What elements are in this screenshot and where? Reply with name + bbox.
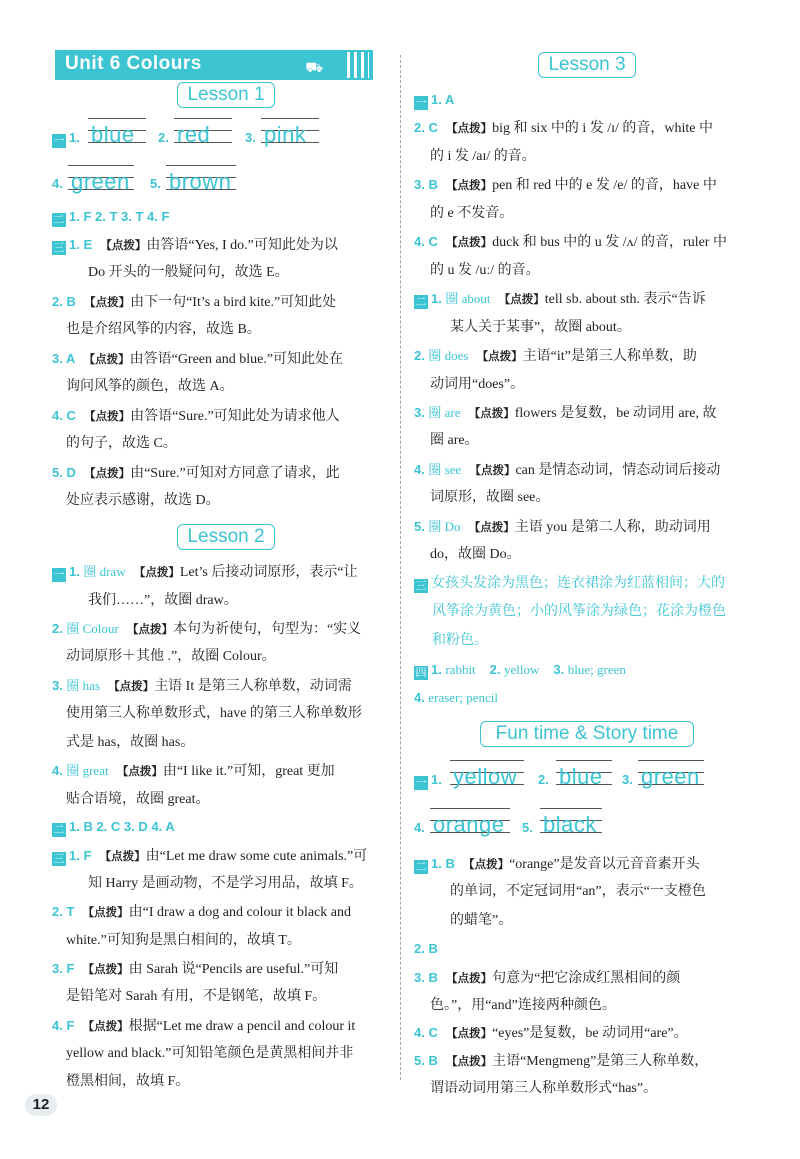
hint-tag: 【点拨】 <box>474 406 515 420</box>
explanation: 知 Harry 是画动物，不是学习用品，故填 F。 <box>88 876 363 891</box>
item-number: 1. <box>431 291 442 306</box>
explanation: 圈 are。 <box>430 433 479 448</box>
hint-tag: 【点拨】 <box>113 679 155 693</box>
hint-tag: 【点拨】 <box>451 178 493 192</box>
hint-tag: 【点拨】 <box>105 849 146 863</box>
item-number: 3. <box>414 405 425 420</box>
explanation: 谓语动词用第三人称单数形式“has”。 <box>430 1081 658 1096</box>
hint-tag: 【点拨】 <box>451 121 493 135</box>
explanation: 某人关于某事”，故圈 about。 <box>450 320 631 335</box>
coloring-answer: 女孩头发涂为黑色；连衣裙涂为红蓝相间；大的 <box>431 576 725 591</box>
item-number: 1. <box>431 662 442 677</box>
item-number: 3. <box>245 130 256 145</box>
explanation: yellow and black.”可知铅笔颜色是黄黑相间并非 <box>66 1046 354 1061</box>
lesson-2-heading <box>177 524 275 550</box>
answer: 圈 does <box>428 348 469 363</box>
section-mark: 一 <box>53 568 65 581</box>
explanation: 色。”，用“and”连接两种颜色。 <box>430 998 616 1013</box>
answer-key: 3. B <box>414 970 438 985</box>
fun-time-title: Fun time & Story time <box>495 723 679 744</box>
section-mark: 一 <box>53 134 65 147</box>
item-number: 3. <box>553 662 565 677</box>
explanation: 由“Sure.”可知对方同意了请求，此 <box>130 466 340 481</box>
explanation: 也是介绍风筝的内容，故选 B。 <box>66 322 261 337</box>
explanation: flowers 是复数，be 动词用 are, 故 <box>514 406 717 421</box>
explanation: 根据“Let me draw a pencil and colour it <box>128 1019 356 1034</box>
hint-tag: 【点拨】 <box>474 520 515 534</box>
item-number: 5. <box>150 176 161 191</box>
writing-box <box>261 118 319 158</box>
explanation: 由“I draw a dog and colour it black and <box>128 905 352 920</box>
written-word: yellow <box>453 764 518 789</box>
unit-title: Unit 6 Colours <box>65 53 202 74</box>
item-number: 4. <box>414 820 425 835</box>
explanation: 动词原形＋其他 .”，故圈 Colour。 <box>66 649 276 664</box>
item-number: 5. <box>522 820 533 835</box>
item-number: 4. <box>52 176 63 191</box>
car-icon: ⛟ <box>305 61 323 76</box>
answer-key: 4. C <box>52 408 76 423</box>
answer: 圈 has <box>66 678 100 693</box>
written-word: blue <box>559 764 603 789</box>
explanation: 由答语“Yes, I do.”可知此处为以 <box>146 238 338 253</box>
writing-box <box>174 118 232 158</box>
explanation: 由答语“Green and blue.”可知此处在 <box>129 352 344 367</box>
writing-box <box>88 118 146 158</box>
item-number: 2. <box>489 662 501 677</box>
explanation: 的 u 发 /uː/ 的音。 <box>430 263 540 278</box>
explanation: 的单词，不定冠词用“an”，表示“一支橙色 <box>450 884 706 899</box>
lesson-2-title: Lesson 2 <box>187 526 265 547</box>
answer: 圈 about <box>445 291 491 306</box>
explanation: 是铅笔对 Sarah 有用，不是钢笔，故填 F。 <box>66 989 327 1004</box>
section-mark: 一 <box>415 776 427 789</box>
lesson-3-title: Lesson 3 <box>548 54 626 75</box>
writing-box <box>540 808 602 848</box>
writing-box <box>430 808 510 848</box>
section-mark: 二 <box>53 823 65 836</box>
section-mark: 三 <box>53 241 65 254</box>
explanation: Do 开头的一般疑问句，故选 E。 <box>88 265 289 280</box>
section-mark: 四 <box>415 666 427 679</box>
explanation: 由答语“Sure.”可知此处为请求他人 <box>130 409 340 424</box>
explanation: 主语“it”是第三人称单数，助 <box>522 349 697 364</box>
l1-sec1-row1 <box>52 124 80 153</box>
explanation: 由下一句“It’s a bird kite.”可知此处 <box>130 295 337 310</box>
explanation: 的蜡笔”。 <box>450 913 513 928</box>
item-number: 1. <box>431 772 442 787</box>
unit-banner <box>55 50 373 80</box>
answer-key: 2. T <box>52 904 75 919</box>
answer-key: 2. C <box>414 120 438 135</box>
hint-tag: 【点拨】 <box>504 292 545 306</box>
item-number: 4. <box>414 462 425 477</box>
answer: 圈 Colour <box>66 621 119 636</box>
answer-key: 5. B <box>414 1053 438 1068</box>
writing-box <box>556 760 612 800</box>
written-word: black <box>543 812 597 837</box>
answer-key: 3. F <box>52 961 75 976</box>
hint-tag: 【点拨】 <box>89 295 131 309</box>
answer-row: 1. B 2. C 3. D 4. A <box>69 819 175 834</box>
answer-key: 5. D <box>52 465 76 480</box>
explanation: do，故圈 Do。 <box>430 547 521 562</box>
hint-tag: 【点拨】 <box>451 1054 493 1068</box>
explanation: 由“I like it.”可知，great 更加 <box>162 764 335 779</box>
hint-tag: 【点拨】 <box>482 349 523 363</box>
item-number: 4. <box>414 690 425 705</box>
explanation: pen 和 red 中的 e 发 /e/ 的音，have 中 <box>492 178 717 193</box>
answer: 圈 see <box>428 462 462 477</box>
written-word: brown <box>169 169 232 194</box>
hint-tag: 【点拨】 <box>132 622 173 636</box>
explanation: 询问风筝的颜色，故选 A。 <box>66 379 234 394</box>
explanation: can 是情态动词，情态动词后接动 <box>515 463 721 478</box>
explanation: 橙黑相间，故填 F。 <box>66 1074 190 1089</box>
answer: rabbit <box>445 662 476 677</box>
answer: blue; green <box>567 662 626 677</box>
hint-tag: 【点拨】 <box>468 857 510 871</box>
explanation: big 和 six 中的 i 发 /ɪ/ 的音，white 中 <box>492 121 713 136</box>
section-mark: 三 <box>53 852 65 865</box>
hint-tag: 【点拨】 <box>475 463 516 477</box>
hint-tag: 【点拨】 <box>89 466 131 480</box>
coloring-answer: 风筝涂为黄色；小的风筝涂为绿色；花涂为橙色 <box>432 604 726 619</box>
explanation: 处应表示感谢，故选 D。 <box>66 493 220 508</box>
explanation: 的句子，故选 C。 <box>66 436 177 451</box>
explanation: duck 和 bus 中的 u 发 /ʌ/ 的音，ruler 中 <box>492 235 727 250</box>
explanation: 词原形，故圈 see。 <box>430 490 550 505</box>
hint-tag: 【点拨】 <box>451 971 493 985</box>
answer: 圈 Do <box>428 519 461 534</box>
item-number: 2. <box>414 348 425 363</box>
explanation: 主语 you 是第二人称，助动词用 <box>514 520 711 535</box>
hint-tag: 【点拨】 <box>451 1026 493 1040</box>
item-number: 2. <box>538 772 549 787</box>
explanation: white.”可知狗是黑白相间的，故填 T。 <box>66 933 301 948</box>
section-mark: 二 <box>415 860 427 873</box>
answer-key: 3. A <box>52 351 76 366</box>
answer: 圈 great <box>66 763 109 778</box>
hint-tag: 【点拨】 <box>88 905 129 919</box>
hint-tag: 【点拨】 <box>88 962 129 976</box>
explanation: 句意为“把它涂成红黑相间的颜 <box>492 971 681 986</box>
item-number: 1. <box>69 564 80 579</box>
explanation: 的 i 发 /aɪ/ 的音。 <box>430 149 536 164</box>
item-number: 1. <box>69 130 80 145</box>
answer-key: 2. B <box>52 294 76 309</box>
answer-key: 4. C <box>414 1025 438 1040</box>
item-number: 5. <box>414 519 425 534</box>
lesson-1-heading <box>177 82 275 108</box>
hint-tag: 【点拨】 <box>89 352 130 366</box>
answer: 圈 are <box>428 405 461 420</box>
explanation: 动词用“does”。 <box>430 377 525 392</box>
explanation: “eyes”是复数，be 动词用“are”。 <box>492 1026 688 1041</box>
lesson-3-heading <box>538 52 636 78</box>
explanation: 我们……”，故圈 draw。 <box>88 593 238 608</box>
answer: eraser; pencil <box>428 690 498 705</box>
item-number: 2. <box>52 621 63 636</box>
lesson-1-title: Lesson 1 <box>187 84 265 105</box>
explanation: 本句为祈使句，句型为：“实义 <box>172 622 362 637</box>
explanation: “orange”是发音以元音音素开头 <box>509 857 700 872</box>
section-mark: 三 <box>415 579 427 592</box>
hint-tag: 【点拨】 <box>88 1019 129 1033</box>
writing-box <box>166 165 236 205</box>
written-word: pink <box>264 122 307 147</box>
answer-key: 3. B <box>414 177 438 192</box>
item-number: 3. <box>52 678 63 693</box>
banner-stripes <box>347 52 369 78</box>
answer-key: 1. F <box>69 848 92 863</box>
coloring-answer: 和粉色。 <box>432 633 488 648</box>
written-word: blue <box>91 122 135 147</box>
explanation: 主语“Mengmeng”是第三人称单数， <box>492 1054 709 1069</box>
fun-time-heading <box>480 721 694 747</box>
explanation: 主语 It 是第三人称单数，动词需 <box>154 679 352 694</box>
explanation: tell sb. about sth. 表示“告诉 <box>544 292 706 307</box>
section-mark: 二 <box>415 295 427 308</box>
answer-key: 4. C <box>414 234 438 249</box>
l1-sec2 <box>52 203 169 232</box>
item-number: 3. <box>622 772 633 787</box>
answer-key: 1. A <box>431 92 455 107</box>
explanation: 由“Let me draw some cute animals.”可 <box>145 849 368 864</box>
item-number: 2. <box>158 130 169 145</box>
answer-key: 4. F <box>52 1018 75 1033</box>
writing-box <box>68 165 134 205</box>
explanation: 式是 has，故圈 has。 <box>66 735 195 750</box>
explanation: 的 e 不发音。 <box>430 206 514 221</box>
explanation: 贴合语境，故圈 great。 <box>66 792 210 807</box>
written-word: green <box>71 169 130 194</box>
explanation: Let’s 后接动词原形，表示“让 <box>179 565 358 580</box>
explanation: 由 Sarah 说“Pencils are useful.”可知 <box>128 962 339 977</box>
written-word: green <box>641 764 700 789</box>
explanation: 使用第三人称单数形式，have 的第三人称单数形 <box>66 706 362 721</box>
item-number: 4. <box>52 763 63 778</box>
written-word: red <box>177 122 211 147</box>
hint-tag: 【点拨】 <box>122 764 163 778</box>
answer-row: 1. F 2. T 3. T 4. F <box>69 209 170 224</box>
page-number: 12 <box>25 1094 57 1116</box>
hint-tag: 【点拨】 <box>106 238 147 252</box>
hint-tag: 【点拨】 <box>451 235 493 249</box>
answer: yellow <box>504 662 540 677</box>
answer: 圈 draw <box>83 564 126 579</box>
answer-key: 1. E <box>69 237 93 252</box>
written-word: orange <box>433 812 505 837</box>
answer-key: 1. B <box>431 856 455 871</box>
section-mark: 一 <box>415 96 427 109</box>
section-mark: 二 <box>53 213 65 226</box>
hint-tag: 【点拨】 <box>139 565 180 579</box>
hint-tag: 【点拨】 <box>89 409 131 423</box>
writing-box <box>638 760 704 800</box>
writing-box <box>450 760 524 800</box>
answer-key: 2. B <box>414 941 438 956</box>
column-divider <box>400 55 401 1080</box>
